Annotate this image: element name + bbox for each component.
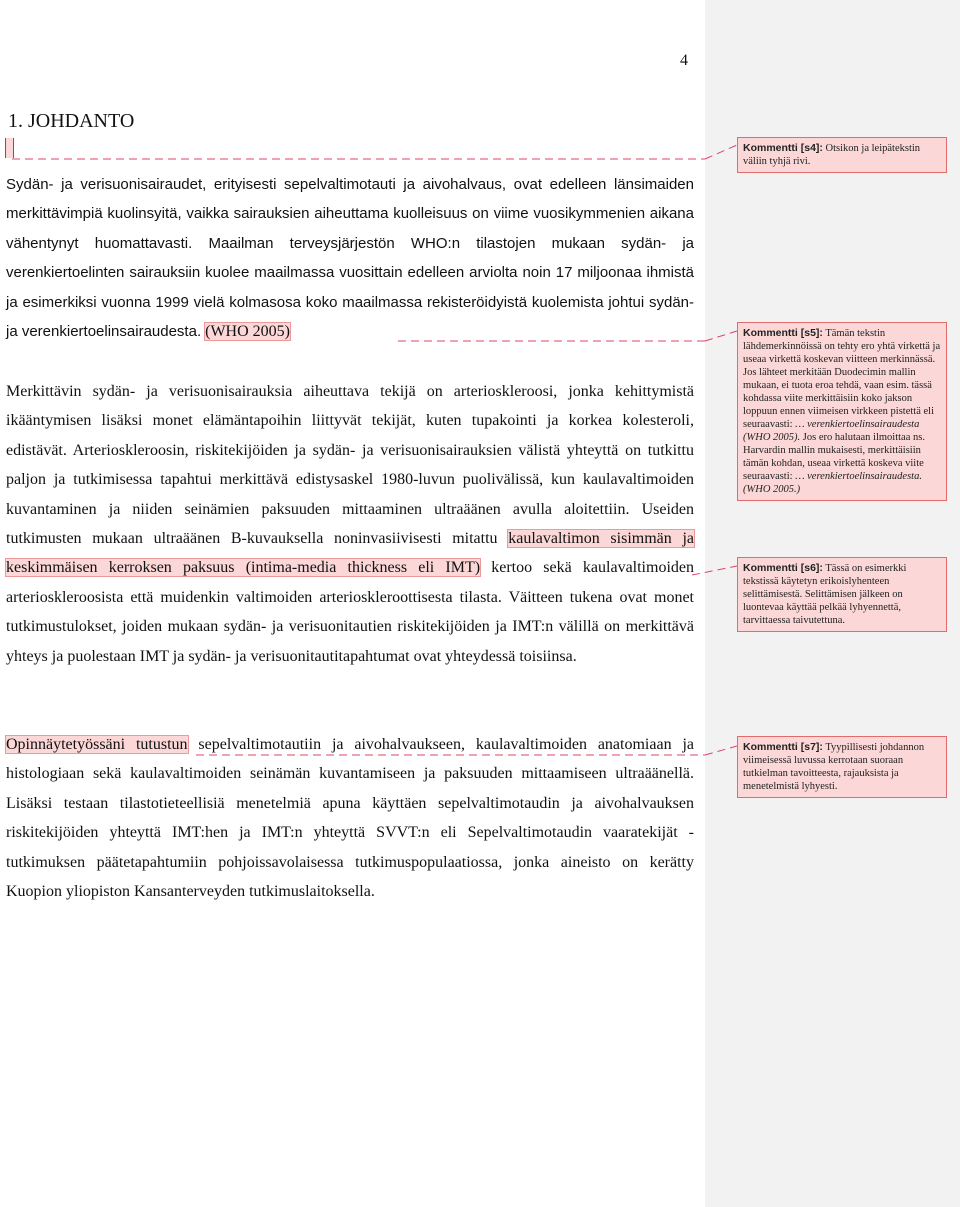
comment-s5-label: Kommentti [s5]: (743, 327, 823, 339)
paragraph-2 (6, 377, 694, 671)
comment-s7-text: Tyypillisesti johdannon viimeisessä luvussa kerrotaan suoraan tutkielman tavoitteesta, rajauksista ja menetelmistä lyhyesti. (743, 742, 925, 792)
paragraph-1-sans-text: Sydän- ja verisuonisairaudet, erityisesti sepelvaltimotauti ja aivohalvaus, ovat edelleen länsimaiden merkittävimpiä kuolinsyitä, vaikka sairauksien aiheuttama kuolleisuus on viime vuosikymmenien aikana vähentynyt huomattavasti. (6, 176, 694, 252)
comment-s5-text-2: Jos ero halutaan ilmoittaa ns. Harvardin mallin mukaisesti, merkittäisiin tämän kohdan, useaa virkettä koskeva viite seuraavasti: (743, 432, 925, 482)
comment-s5-example-1: … verenkiertoelinsairaudesta (WHO 2005). (743, 419, 920, 443)
paragraph-2-text-after: kertoo sekä kaulavaltimoiden arterioskleroosista että muidenkin valtimoiden arterioskleroottisesta tilasta. Väitteen tukena ovat monet tutkimustulokset, joiden mukaan sydän- ja verisuonitautien riskitekijöiden ja IMT:n välillä on merkittävä yhteys ja puolestaan IMT ja sydän- ja verisuonitautitapahtumat ovat yhteydessä toisiinsa. (6, 559, 694, 665)
comment-s5[interactable] (737, 322, 947, 501)
citation-highlight[interactable]: (WHO 2005) (205, 323, 290, 341)
paragraph-2-text-before: Merkittävin sydän- ja verisuonisairauksia aiheuttava tekijä on arterioskleroosi, jonka kehittymistä ikääntymisen lisäksi monet elämäntapoihin liittyvät tekijät, kuten tupakointi ja korkea kolesteroli, edistävät. Arterioskleroosin, riskitekijöiden ja sydän- ja verisuonisairauksien välistä yhteyttä on tutkittu paljon ja tutkimisessa tapahtui merkittävä edistysaskel 1980-luvun puolivälissä, kun kaulavaltimoiden kuvantaminen ja niiden seinämien paksuuden mittaaminen ultraäänen avulla aloitettiin. Useiden tutkimusten mukaan ultraäänen B-kuvauksella noninvasiivisesti mitattu (6, 383, 694, 548)
paragraph-3 (6, 730, 694, 906)
comment-s6-text: Tässä on esimerkki tekstissä käytetyn erikoislyhenteen selittämisestä. Selittämisen jälkeen on luontevaa käyttää pelkää lyhyennettä, tarvittaessa taivutettuna. (743, 563, 907, 626)
paragraph-3-text: sepelvaltimotautiin ja aivohalvaukseen, kaulavaltimoiden anatomiaan ja histologiaan sekä kaulavaltimoiden seinämän kuvantamiseen ja paksuuden mittaamiseen ultraäänellä. Lisäksi testaan tilastotieteellisiä menetelmiä apuna käyttäen sepelvaltimotaudin ja aivohalvauksen riskitekijöiden yhteyttä IMT:hen ja IMT:n yhteyttä SVVT:n eli Sepelvaltimotaudin vaaratekijät -tutkimuksen päätetapahtumiin pohjoissavolaisessa tutkimuspopulaatiossa, jonka aineisto on kerätty Kuopion yliopiston Kansanterveyden tutkimuslaitoksella. (6, 736, 695, 901)
comment-s5-example-2: … verenkiertoelinsairaudesta. (WHO 2005.) (743, 471, 922, 495)
comment-s6[interactable] (737, 557, 947, 632)
paragraph-1 (6, 170, 694, 346)
comment-s7-label: Kommentti [s7]: (743, 741, 823, 753)
page-number: 4 (680, 52, 688, 69)
comment-s5-text-1: Tämän tekstin lähdemerkinnöissä on tehty ero yhtä virkettä ja useaa virkettä koskevan viitteen merkinnässä. Jos lähteet merkitään Duodecimin mallin mukaan, ei tuota eroa tehdä, vaan esim. tässä kohdassa viite merkittäisiin koko jakson loppuun ennen viimeisen virkkeen pistettä eli seuraavasti: (743, 328, 941, 430)
comment-s4[interactable] (737, 137, 947, 173)
imt-highlight[interactable]: kaulavaltimon sisimmän ja keskimmäisen kerroksen paksuus (intima-media thickness eli IMT) (6, 530, 694, 577)
empty-line-marker[interactable] (5, 138, 14, 158)
objective-highlight[interactable]: Opinnäytetyössäni tutustun (6, 736, 188, 753)
comment-s4-label: Kommentti [s4]: (743, 142, 823, 154)
comment-s6-label: Kommentti [s6]: (743, 562, 823, 574)
comment-s7[interactable] (737, 736, 947, 798)
paragraph-1-sans-text-2: Maailman terveysjärjestön WHO:n tilastojen mukaan sydän- ja verenkiertoelinten sairauksiin kuolee maailmassa vuosittain edelleen arviolta noin 17 miljoonaa ihmistä ja esimerkiksi vuonna 1999 vielä kolmasosa koko maailmassa rekisteröidyistä kuolemista johtui sydän- ja verenkiertoelinsairaudesta. (6, 234, 695, 341)
comment-s4-text: Otsikon ja leipätekstin väliin tyhjä rivi. (743, 143, 921, 167)
chapter-heading: 1. JOHDANTO (8, 110, 135, 132)
